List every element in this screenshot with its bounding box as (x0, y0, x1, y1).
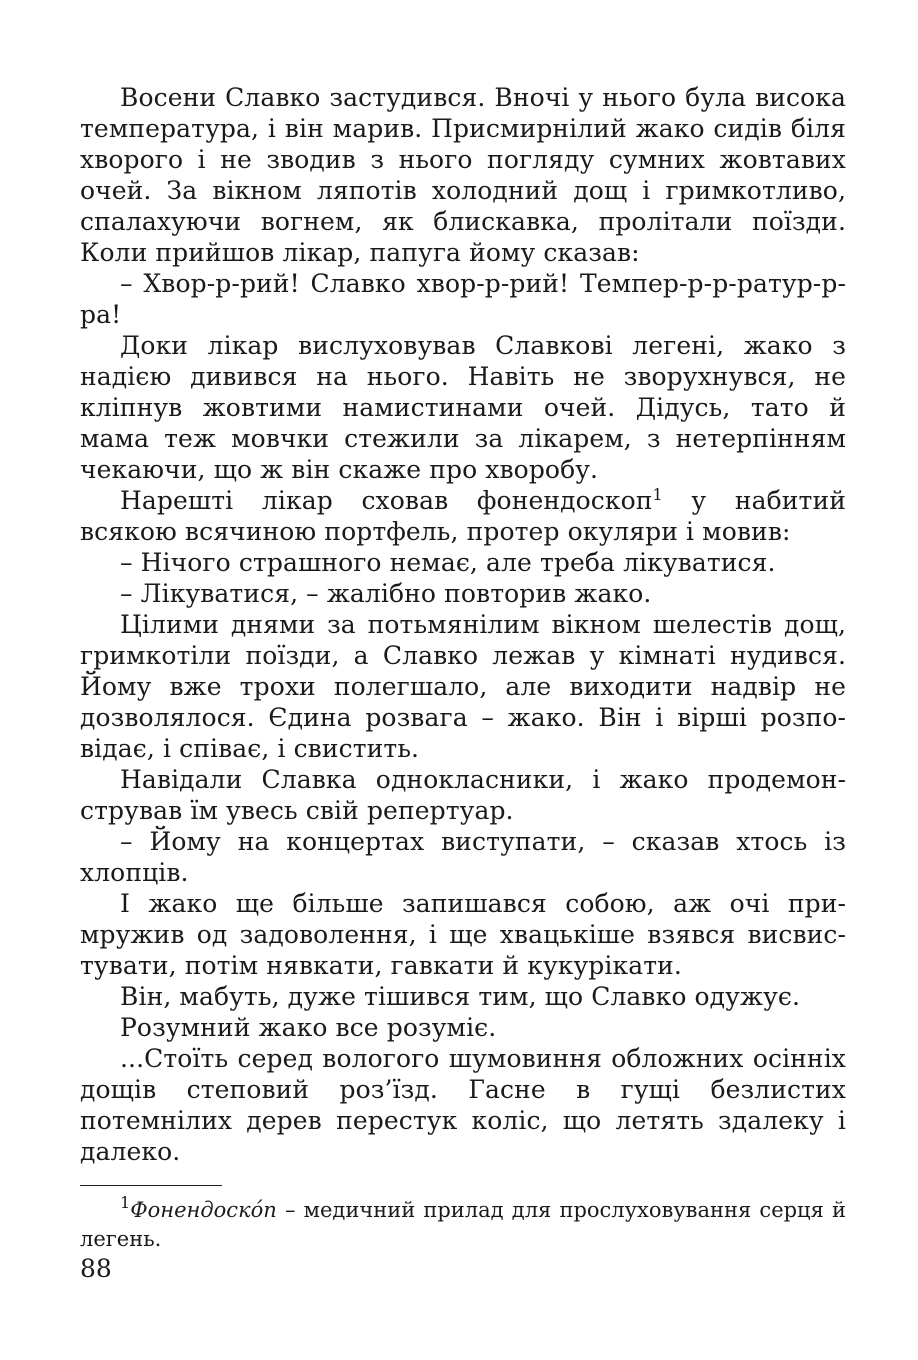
footnote-definition: – медичний прилад для прослуховування серця й легень. (80, 1198, 846, 1251)
paragraph-4-end: у набитий всякою всячиною портфель, протер окуляри і мовив: (80, 486, 846, 546)
paragraph-3: Доки лікар вислуховував Славкові легені, жако з надією дивився на нього. Навіть не зворухнувся, не кліпнув жовтими намистинами очей. Дідусь, тато й мама теж мовчки стежили за лікарем, з нетерпінням чекаючи, що ж він скаже про хворобу. (80, 331, 846, 484)
paragraph-10: І жако ще більше запишався собою, аж очі примружив од задоволення, і ще хвацькіше взявся висвистувати, потім нявкати, гавкати й кукурікати. (80, 889, 846, 980)
page-number: 88 (80, 1254, 112, 1283)
paragraph-11: Він, мабуть, дуже тішився тим, що Славко одужує. (120, 982, 801, 1011)
paragraph-2: – Хвор-р-рий! Славко хвор-р-рий! Темпер-р-р-ратур-р-ра! (80, 269, 846, 329)
paragraph-4 (80, 485, 846, 547)
footnote (80, 1193, 846, 1254)
paragraph-1: Восени Славко застудився. Вночі у нього була висока температура, і він марив. Присмирнілий жако сидів біля хворого і не зводив з нього погляду сумних жовтавих очей. За вікном ляпотів холодний дощ і гримкотливо, спалахуючи вогнем, як блискавка, пролітали поїзди. Коли прийшов лікар, папуга йому сказав: (80, 83, 846, 267)
footnote-term: Фонендоско́п (130, 1198, 277, 1222)
paragraph-8: Навідали Славка однокласники, і жако продемонстрував їм увесь свій репертуар. (80, 765, 846, 825)
story-text (80, 82, 846, 1167)
paragraph-4-start: Нарешті лікар сховав фонендоскоп (120, 486, 653, 515)
paragraph-6: – Лікуватися, – жалібно повторив жако. (120, 579, 652, 608)
footnote-divider (80, 1185, 222, 1186)
paragraph-12: Розумний жако все розуміє. (120, 1013, 497, 1042)
page-body (80, 82, 846, 1254)
paragraph-7: Цілими днями за потьмянілим вікном шелестів дощ, гримкотіли поїзди, а Славко лежав у кімнаті нудився. Йому вже трохи полегшало, але виходити надвір не дозволялося. Єдина розвага – жако. Він і вірші розповідає, і співає, і свистить. (80, 610, 846, 763)
footnote-mark: 1 (120, 1193, 131, 1212)
paragraph-13: ...Стоїть серед вологого шумовиння обложних осінніх дощів степовий роз’їзд. Гасне в гущі безлистих потемнілих дерев перестук коліс, що летять здалеку і далеко. (80, 1044, 846, 1166)
footnote-reference: 1 (652, 485, 663, 504)
paragraph-9: – Йому на концертах виступати, – сказав хтось із хлопців. (80, 827, 846, 887)
paragraph-5: – Нічого страшного немає, але треба лікуватися. (120, 548, 776, 577)
